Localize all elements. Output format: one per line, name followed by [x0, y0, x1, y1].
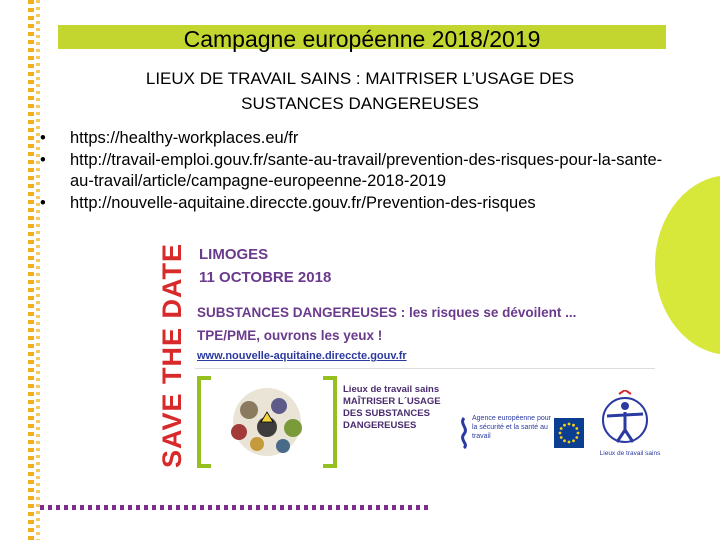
decorative-dotted-border-left: [28, 0, 34, 540]
poster-url-link[interactable]: www.nouvelle-aquitaine.direccte.gouv.fr: [197, 350, 407, 362]
decorative-dotted-border-bottom: [40, 505, 430, 510]
bullet: •: [40, 151, 46, 169]
campaign-line: DES SUBSTANCES: [343, 408, 430, 419]
eu-flag-icon: [554, 418, 584, 448]
link-item[interactable]: [40, 128, 680, 149]
healthy-workplaces-figure-icon: [595, 390, 655, 448]
link-text[interactable]: https://healthy-workplaces.eu/fr: [70, 129, 299, 147]
slide-title: Campagne européenne 2018/2019: [183, 26, 541, 52]
link-list: [40, 128, 680, 215]
osha-label: Agence européenne pour la sécurité et la santé au travail: [472, 415, 552, 440]
campaign-line: MAÎTRISER L´USAGE: [343, 396, 441, 407]
green-bracket-right-icon: [323, 376, 337, 468]
campaign-title: [343, 384, 453, 432]
campaign-line: DANGEREUSES: [343, 420, 417, 431]
subtitle-line-1: LIEUX DE TRAVAIL SAINS : MAITRISER L’USAGE DES: [145, 69, 575, 88]
osha-swirl-icon: [458, 416, 470, 450]
campaign-logo: [197, 376, 337, 468]
link-text[interactable]: http://travail-emploi.gouv.fr/sante-au-travail/prevention-des-risques-pour-la-sante-au-travail/article/campagne-europeenne-2018-2019: [70, 151, 663, 190]
hazard-cluster-icon: [209, 382, 325, 462]
poster-headline: SUBSTANCES DANGEREUSES : les risques se dévoilent ...: [197, 305, 577, 320]
osha-logo: [458, 414, 588, 454]
poster-divider: [195, 368, 655, 369]
subtitle-line-2: SUSTANCES DANGEREUSES: [241, 94, 479, 113]
decorative-dotted-border-left-inner: [36, 0, 40, 540]
save-the-date-vertical-text: [155, 240, 185, 475]
slide-subtitle: [60, 66, 660, 116]
link-text[interactable]: http://nouvelle-aquitaine.direccte.gouv.fr/Prevention-des-risques: [70, 194, 536, 212]
bullet: •: [40, 129, 46, 147]
healthy-workplaces-logo: [595, 390, 661, 460]
save-the-date-label: SAVE THE DATE: [157, 242, 187, 468]
healthy-workplaces-label: Lieux de travail sains: [599, 450, 661, 457]
poster-date: 11 OCTOBRE 2018: [199, 269, 332, 286]
link-item[interactable]: [40, 150, 680, 192]
campaign-line: Lieux de travail sains: [343, 384, 440, 395]
bullet: •: [40, 194, 46, 212]
link-item[interactable]: [40, 193, 680, 214]
poster-tagline: TPE/PME, ouvrons les yeux !: [197, 328, 383, 343]
save-the-date-poster: [155, 240, 661, 475]
poster-city: LIMOGES: [199, 246, 269, 263]
